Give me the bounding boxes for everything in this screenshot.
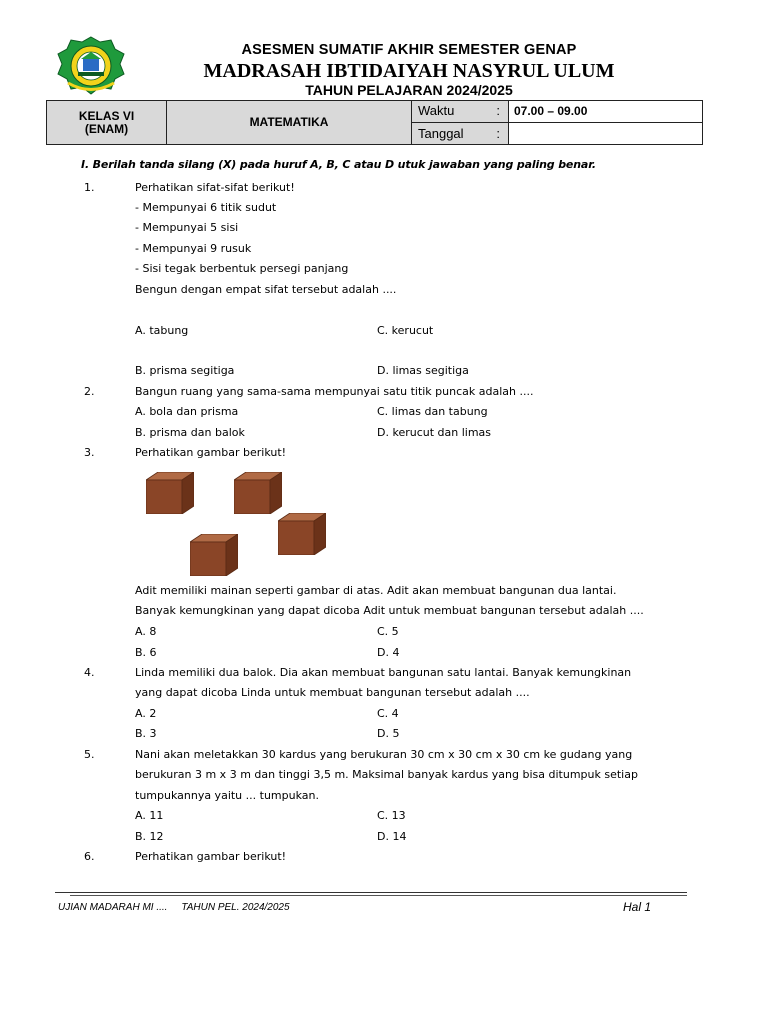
class-label-sub: (ENAM): [84, 122, 129, 136]
question-number: 3.: [84, 446, 95, 459]
question-text: Bengun dengan empat sifat tersebut adalah ....: [135, 283, 397, 296]
footer-divider: [55, 892, 687, 893]
footer-text: UJIAN MADARAH MI .... TAHUN PEL. 2024/2025: [58, 902, 290, 913]
question-text: Banyak kemungkinan yang dapat dicoba Adit untuk membuat bangunan tersebut adalah ....: [135, 604, 644, 617]
option-b: B. 6: [135, 646, 157, 659]
question-text: - Sisi tegak berbentuk persegi panjang: [135, 262, 349, 275]
date-label: Tanggal: [418, 126, 464, 141]
question-text: Bangun ruang yang sama-sama mempunyai satu titik puncak adalah ....: [135, 385, 534, 398]
question-text: tumpukannya yaitu ... tumpukan.: [135, 789, 319, 802]
option-d: D. limas segitiga: [377, 364, 469, 377]
instruction: I. Berilah tanda silang (X) pada huruf A, B, C atau D utuk jawaban yang paling benar.: [81, 158, 596, 171]
option-d: D. 14: [377, 830, 407, 843]
date-colon: :: [496, 126, 500, 141]
wooden-cube-icon: [190, 534, 238, 576]
option-b: B. 3: [135, 727, 157, 740]
option-a: A. bola dan prisma: [135, 405, 239, 418]
school-name: MADRASAH IBTIDAIYAH NASYRUL ULUM: [203, 60, 615, 82]
option-a: A. tabung: [135, 324, 189, 337]
question-number: 5.: [84, 748, 95, 761]
option-b: B. prisma dan balok: [135, 426, 245, 439]
wooden-cube-icon: [278, 513, 326, 555]
wooden-cube-icon: [146, 472, 194, 514]
question-number: 4.: [84, 666, 95, 679]
time-value: 07.00 – 09.00: [509, 101, 702, 123]
question-text: - Mempunyai 5 sisi: [135, 221, 239, 234]
option-c: C. 4: [377, 707, 399, 720]
question-number: 2.: [84, 385, 95, 398]
question-text: Nani akan meletakkan 30 kardus yang berukuran 30 cm x 30 cm x 30 cm ke gudang yang: [135, 748, 633, 761]
date-label-cell: [412, 123, 509, 144]
option-c: C. 13: [377, 809, 406, 822]
academic-year: TAHUN PELAJARAN 2024/2025: [305, 82, 513, 98]
footer-divider-thin: [70, 895, 687, 896]
question-number: 6.: [84, 850, 95, 863]
question-text: Adit memiliki mainan seperti gambar di atas. Adit akan membuat bangunan dua lantai.: [135, 584, 617, 597]
option-c: C. 5: [377, 625, 399, 638]
time-label: Waktu: [418, 103, 455, 118]
exam-info-table: [46, 100, 703, 145]
option-a: A. 2: [135, 707, 157, 720]
time-colon: :: [496, 103, 500, 118]
option-d: D. 5: [377, 727, 400, 740]
question-text: yang dapat dicoba Linda untuk membuat bangunan tersebut adalah ....: [135, 686, 530, 699]
option-a: A. 11: [135, 809, 164, 822]
option-c: C. kerucut: [377, 324, 434, 337]
option-c: C. limas dan tabung: [377, 405, 488, 418]
wooden-cube-icon: [234, 472, 282, 514]
time-label-cell: [412, 101, 509, 123]
question-text: Perhatikan sifat-sifat berikut!: [135, 181, 295, 194]
question-text: - Mempunyai 6 titik sudut: [135, 201, 277, 214]
option-b: B. prisma segitiga: [135, 364, 235, 377]
class-label: KELAS VI: [78, 109, 135, 123]
page-number: Hal 1: [623, 900, 652, 914]
question-text: Perhatikan gambar berikut!: [135, 446, 287, 459]
option-b: B. 12: [135, 830, 164, 843]
option-d: D. 4: [377, 646, 400, 659]
question-number: 1.: [84, 181, 95, 194]
class-cell: [47, 101, 167, 144]
exam-title: ASESMEN SUMATIF AKHIR SEMESTER GENAP: [241, 42, 577, 58]
option-a: A. 8: [135, 625, 157, 638]
question-text: Linda memiliki dua balok. Dia akan membuat bangunan satu lantai. Banyak kemungkinan: [135, 666, 632, 679]
question-text: berukuran 3 m x 3 m dan tinggi 3,5 m. Maksimal banyak kardus yang bisa ditumpuk setiap: [135, 768, 638, 781]
question-text: - Mempunyai 9 rusuk: [135, 242, 252, 255]
subject-cell: MATEMATIKA: [167, 101, 412, 144]
option-d: D. kerucut dan limas: [377, 426, 492, 439]
question-text: Perhatikan gambar berikut!: [135, 850, 287, 863]
date-value: [509, 123, 702, 144]
